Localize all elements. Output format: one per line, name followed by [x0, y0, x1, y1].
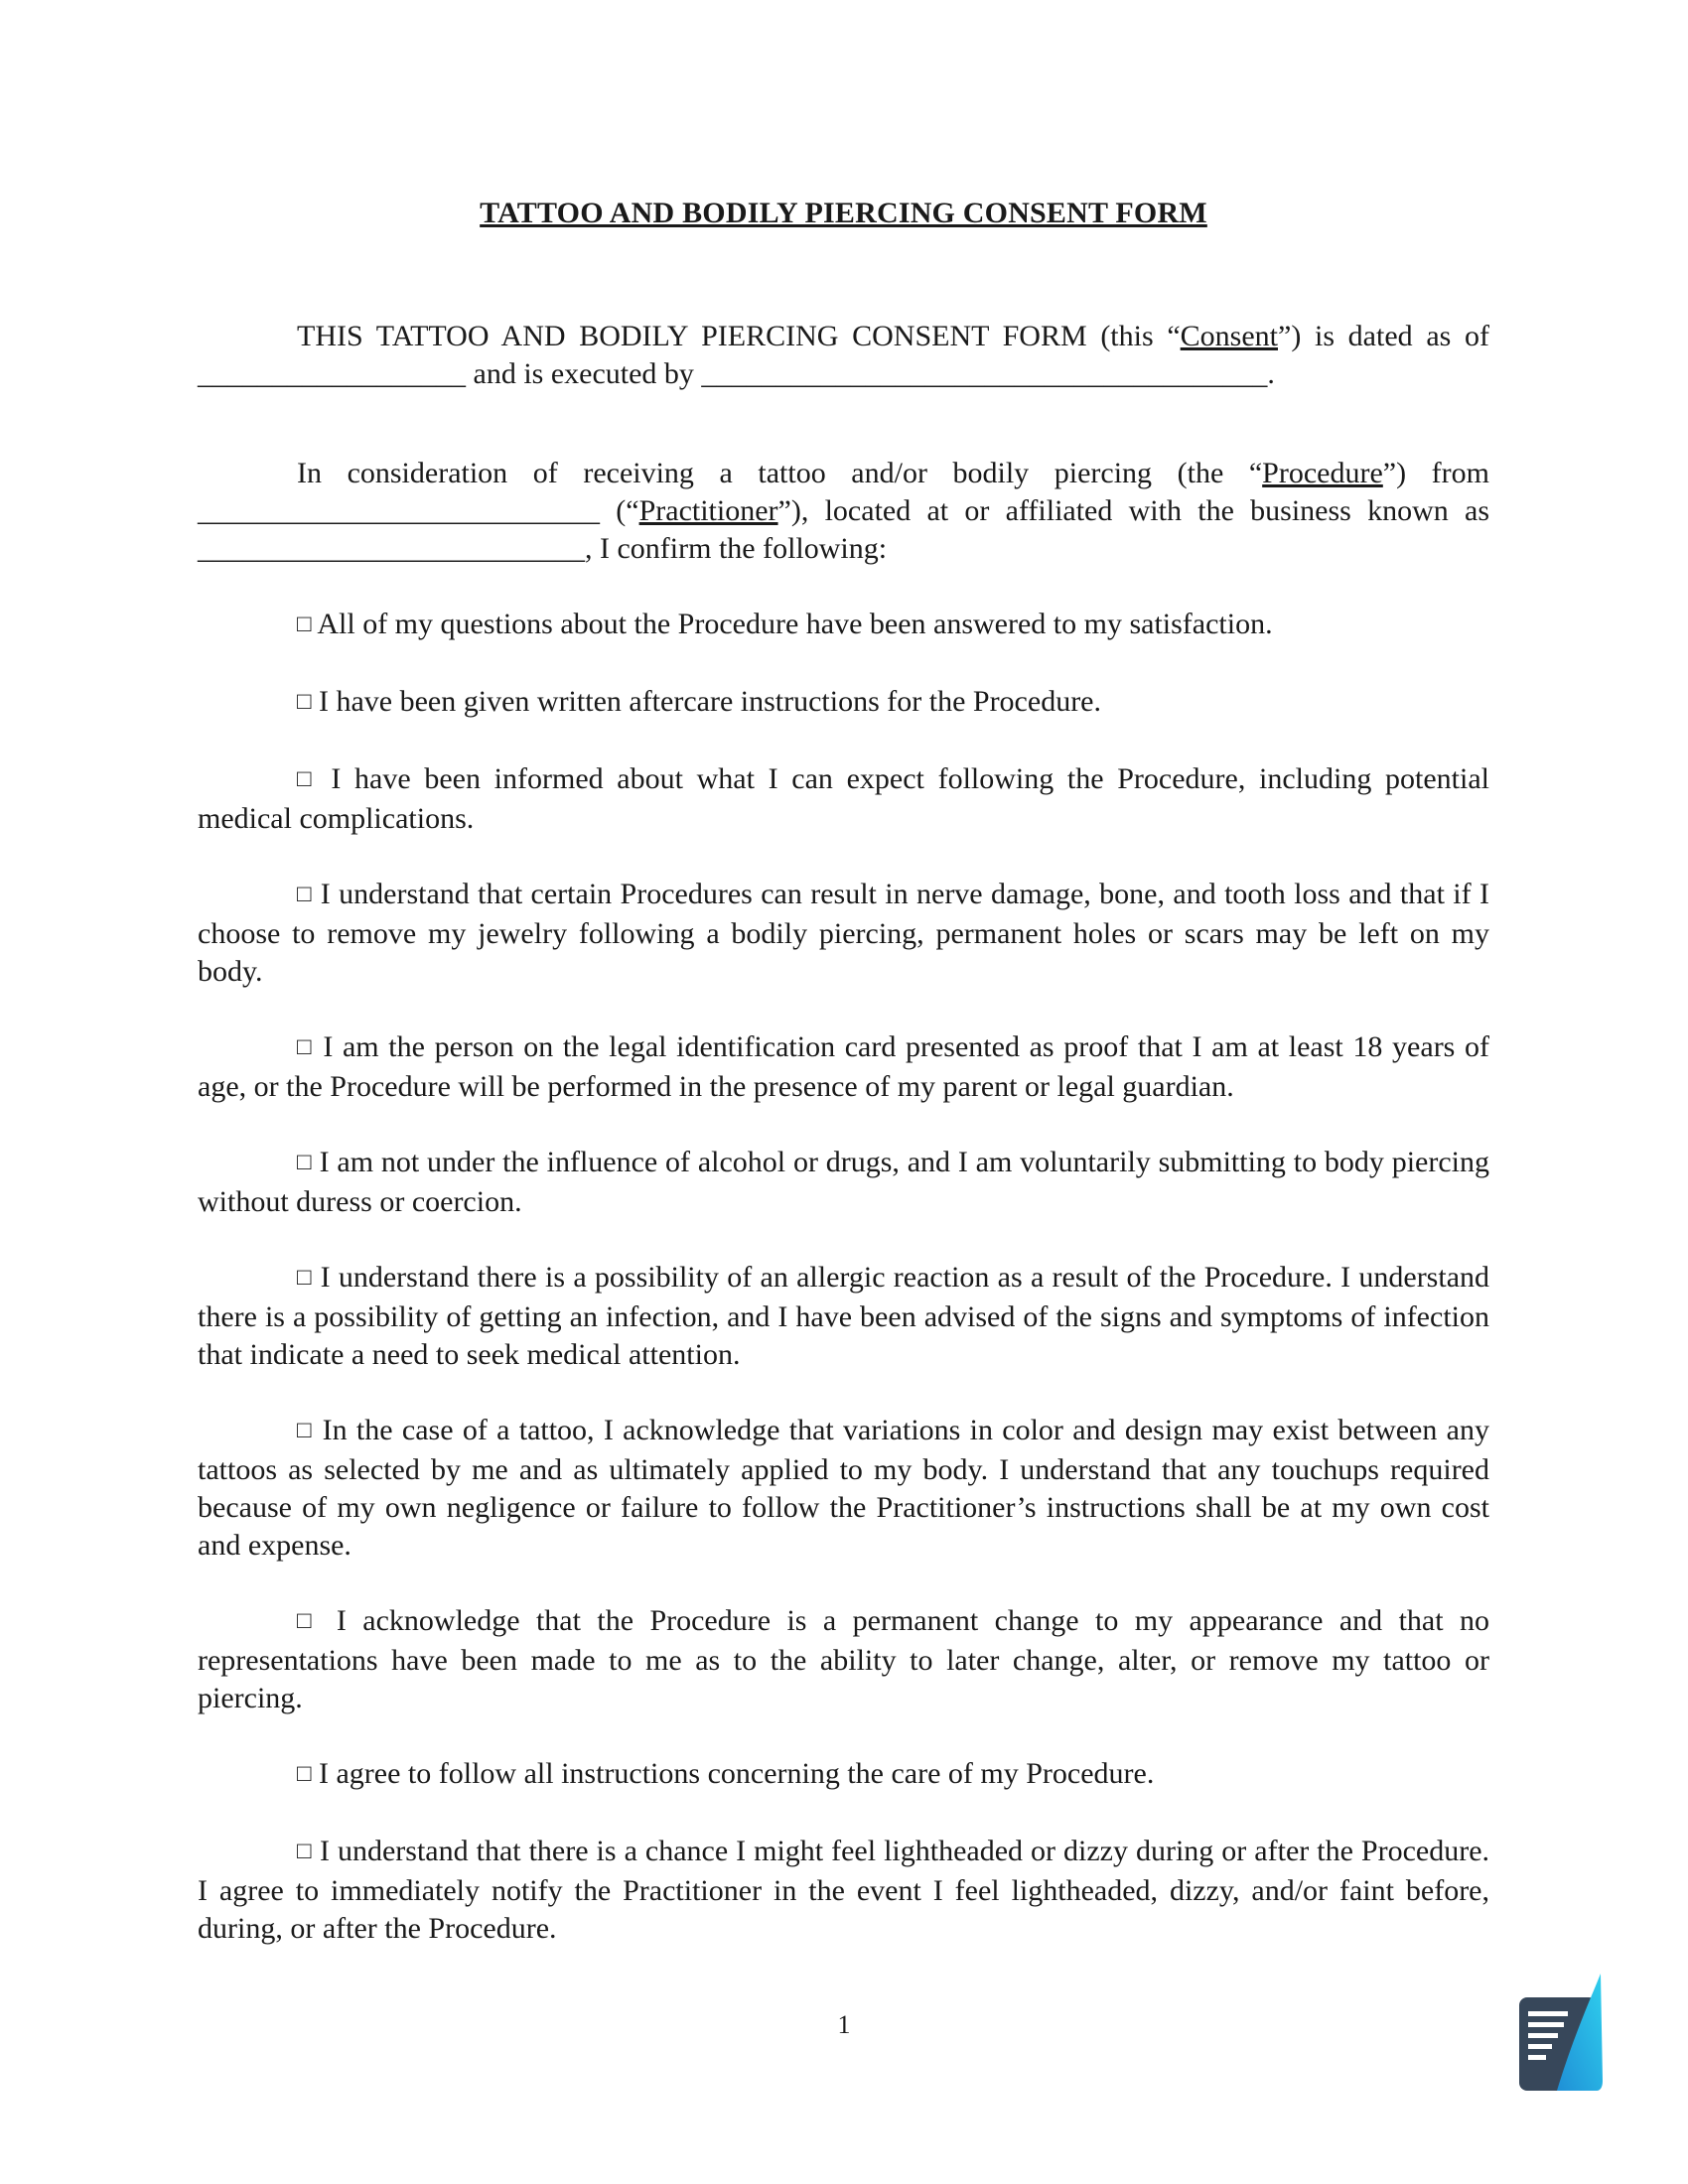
consent-item [198, 1602, 1489, 1717]
date-blank[interactable]: __________________ [198, 357, 466, 390]
consent-item-text: In the case of a tattoo, I acknowledge that variations in color and design may exist between any tattoos as selected by me and as ultimately applied to my body. I understand that any touchups required because of my own negligence or failure to follow the Practitioner’s instructions shall be at my own cost and expense. [198, 1414, 1489, 1562]
checkbox-icon[interactable]: □ [297, 1418, 314, 1443]
intro-paragraph-procedure: In consideration of receiving a tattoo and/or bodily piercing (the “Procedure”) from ___________________________ (“Practitioner”), located at or affiliated with the business known as __________________________, I confirm the following: [198, 457, 1489, 565]
consent-item [198, 1755, 1489, 1795]
checkbox-icon[interactable]: □ [297, 1761, 312, 1787]
checkbox-icon[interactable]: □ [297, 612, 312, 637]
consent-item-text: I agree to follow all instructions concerning the care of my Procedure. [319, 1757, 1155, 1790]
defined-term-practitioner: Practitioner [638, 494, 778, 527]
consent-item-text: I understand that there is a chance I might feel lightheaded or dizzy during or after the Procedure. I agree to immediately notify the Practitioner in the event I feel lightheaded, dizzy, and/or faint before, during, or after the Procedure. [198, 1835, 1490, 1945]
checkbox-icon[interactable]: □ [297, 1608, 321, 1634]
checkbox-icon[interactable]: □ [297, 1265, 313, 1291]
consent-item-text: I have been informed about what I can expect following the Procedure, including potential medical complications. [198, 762, 1490, 835]
consent-item [198, 1833, 1489, 1948]
consent-item-text: I understand that certain Procedures can result in nerve damage, bone, and tooth loss and that if I choose to remove my jewelry following a bodily piercing, permanent holes or scars may be left on my body. [198, 878, 1489, 988]
consent-item [198, 1028, 1489, 1106]
practitioner-name-blank[interactable]: ___________________________ [198, 494, 600, 527]
consent-item-text: All of my questions about the Procedure have been answered to my satisfaction. [317, 608, 1273, 640]
consent-item-text: I understand there is a possibility of an allergic reaction as a result of the Procedure. I understand there is a possibility of getting an infection, and I have been advised of the signs and symptoms of infection that indicate a need to seek medical attention. [198, 1261, 1490, 1371]
intro-paragraph-consent: THIS TATTOO AND BODILY PIERCING CONSENT FORM (this “Consent”) is dated as of __________________ and is executed by ______________________________________. [198, 320, 1489, 390]
document-page [198, 197, 1489, 1948]
consent-item [198, 683, 1489, 723]
defined-term-consent: Consent [1180, 320, 1278, 352]
document-title: TATTOO AND BODILY PIERCING CONSENT FORM [480, 197, 1207, 229]
consent-item-text: I acknowledge that the Procedure is a permanent change to my appearance and that no representations have been made to me as to the ability to later change, alter, or remove my tattoo or piercing. [198, 1604, 1490, 1714]
consent-item-text: I have been given written aftercare instructions for the Procedure. [319, 685, 1101, 718]
checkbox-icon[interactable]: □ [297, 1034, 314, 1060]
checkbox-icon[interactable]: □ [297, 882, 313, 907]
checkbox-icon[interactable]: □ [297, 766, 318, 792]
checkbox-icon[interactable]: □ [297, 689, 312, 715]
consent-item-text: I am the person on the legal identification card presented as proof that I am at least 18 years of age, or the Procedure will be performed in the presence of my parent or legal guardian. [198, 1030, 1489, 1103]
document-quill-logo-icon [1519, 1974, 1603, 2091]
consent-item [198, 1412, 1489, 1565]
checkbox-icon[interactable]: □ [297, 1839, 312, 1864]
page-number: 1 [837, 2010, 851, 2039]
consent-item-text: I am not under the influence of alcohol or drugs, and I am voluntarily submitting to body piercing without duress or coercion. [198, 1146, 1489, 1218]
defined-term-procedure: Procedure [1262, 457, 1383, 489]
checkbox-icon[interactable]: □ [297, 1150, 312, 1175]
consent-item [198, 876, 1489, 991]
consent-item [198, 1259, 1489, 1374]
consent-item [198, 606, 1489, 645]
consent-item [198, 760, 1489, 838]
consent-item [198, 1144, 1489, 1221]
business-name-blank[interactable]: __________________________ [198, 532, 585, 565]
executor-name-blank[interactable]: ______________________________________ [701, 357, 1268, 390]
